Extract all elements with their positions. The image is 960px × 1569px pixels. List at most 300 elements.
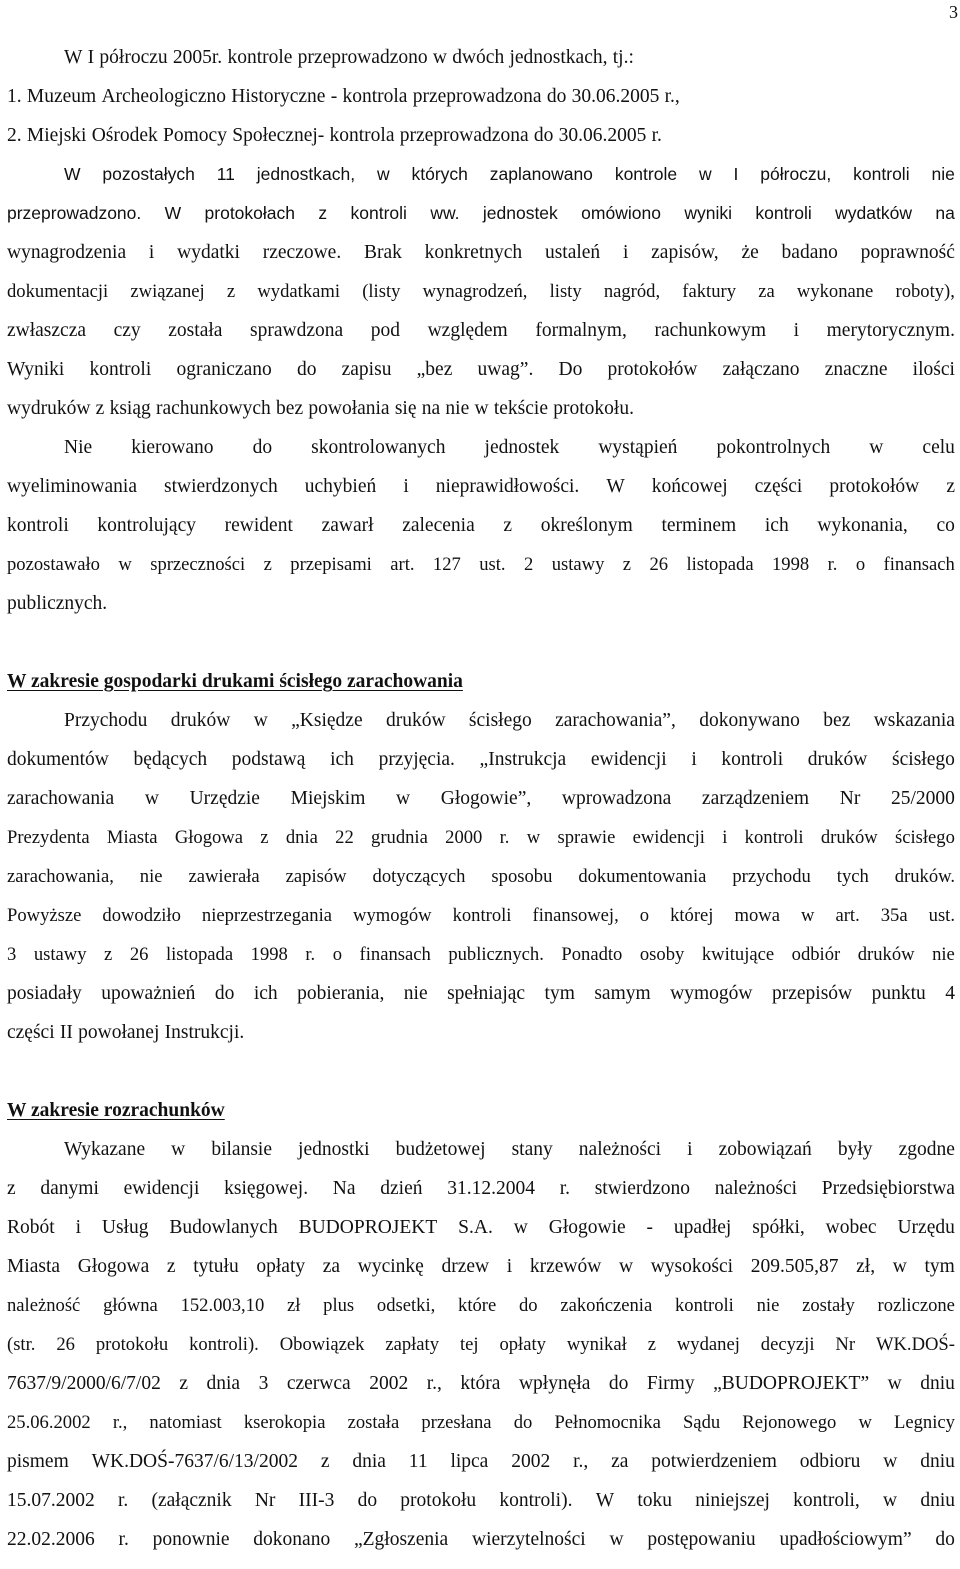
word: z xyxy=(622,554,632,575)
word: z xyxy=(320,1451,330,1472)
word: „Zgłoszenia xyxy=(353,1529,449,1550)
word: 2002 xyxy=(369,1373,409,1394)
word: pobierania, xyxy=(297,983,385,1004)
word: r. xyxy=(118,1529,129,1550)
text-line xyxy=(7,1442,955,1481)
word: z xyxy=(179,1373,188,1394)
word: przepisami xyxy=(290,554,372,575)
word: nie xyxy=(403,983,428,1004)
word: tych xyxy=(836,866,869,887)
text-line xyxy=(7,194,955,233)
text-line xyxy=(7,740,955,779)
word: dniu xyxy=(920,1490,955,1511)
word: pod xyxy=(370,320,400,341)
word: która xyxy=(460,1373,501,1394)
word: do xyxy=(214,983,235,1004)
text-line xyxy=(7,155,955,194)
word: Na xyxy=(332,1178,356,1199)
word: punktu xyxy=(871,983,926,1004)
word: toku xyxy=(637,1490,672,1511)
word: kontroli xyxy=(452,905,512,926)
word: do xyxy=(357,1490,378,1511)
word: niniejszej xyxy=(695,1490,770,1511)
word: kserokopia xyxy=(243,1412,326,1433)
word: wykonania, xyxy=(817,515,908,536)
word: 2005r. xyxy=(172,47,223,68)
word: merytorycznym. xyxy=(826,320,955,341)
word: pozostawało xyxy=(7,554,100,575)
word: Legnicy xyxy=(894,1412,955,1433)
word: na xyxy=(421,398,441,419)
word: Wykazane xyxy=(64,1139,146,1160)
word: uchybień xyxy=(304,476,377,497)
word: protokołów xyxy=(607,359,698,380)
word: Urzędzie xyxy=(189,788,260,809)
text-line xyxy=(7,896,955,935)
word: wydatkami xyxy=(257,281,340,302)
word: osoby xyxy=(639,944,685,965)
word: WK.DOŚ- xyxy=(875,1334,955,1355)
word: wynagrodzeń, xyxy=(422,281,528,302)
word: dnia xyxy=(206,1373,241,1394)
word: Przychodu xyxy=(64,710,148,731)
word: r., xyxy=(664,86,680,107)
word: 26 xyxy=(129,944,149,965)
word: wystąpień xyxy=(598,437,678,458)
word: w xyxy=(698,164,712,184)
word: będących xyxy=(133,749,208,770)
word: czerwca xyxy=(286,1373,351,1394)
word: wysokości xyxy=(650,1256,734,1277)
word: 2 xyxy=(523,554,534,575)
word: zarachowania xyxy=(7,788,115,809)
word: W xyxy=(64,164,81,184)
word: 31.12.2004 xyxy=(447,1178,535,1199)
word: grudnia xyxy=(371,827,428,848)
word: zwłaszcza xyxy=(7,320,87,341)
word: ust. xyxy=(479,554,506,575)
word: i xyxy=(148,242,155,263)
word: Miejskim xyxy=(290,788,366,809)
word: nie xyxy=(445,398,470,419)
word: protokołu xyxy=(400,1490,477,1511)
word: 26 xyxy=(56,1334,75,1355)
word: dnia xyxy=(285,827,318,848)
word: Pomocy xyxy=(163,125,227,146)
section-heading-gospodarka-drukami: W zakresie gospodarki drukami ścisłego zarachowania xyxy=(7,671,463,692)
text-line xyxy=(7,311,955,350)
word: które xyxy=(458,1295,497,1316)
word: r. xyxy=(117,1490,129,1511)
word: w xyxy=(883,1451,898,1472)
word: Miasta xyxy=(7,1256,61,1277)
word: Nr xyxy=(835,1334,856,1355)
word: i xyxy=(75,1217,81,1238)
word: 22 xyxy=(335,827,354,848)
text-line xyxy=(7,1247,955,1286)
word: przyjęcia. xyxy=(378,749,455,770)
word: budżetowej xyxy=(395,1139,486,1160)
word: r. xyxy=(559,1178,570,1199)
word: faktury xyxy=(682,281,736,302)
word: dokumentacji xyxy=(7,281,109,302)
text-line xyxy=(7,77,955,116)
word: druków xyxy=(807,749,868,770)
text-line xyxy=(7,1364,955,1403)
word: z xyxy=(166,1256,176,1277)
text-line xyxy=(7,1208,955,1247)
word: r. xyxy=(305,944,316,965)
word: kontroli xyxy=(89,359,152,380)
word: III-3 xyxy=(298,1490,335,1511)
word: ustawy xyxy=(551,554,605,575)
word: W xyxy=(606,476,625,497)
word: wynagrodzenia xyxy=(7,242,127,263)
word: nagród, xyxy=(603,281,661,302)
word: Firmy xyxy=(646,1373,695,1394)
word: konkretnych xyxy=(424,242,523,263)
word: do xyxy=(252,437,273,458)
word: 2002 xyxy=(511,1451,551,1472)
word: zarachowania, xyxy=(7,866,114,887)
word: dwóch xyxy=(452,47,505,68)
word: zapisów, xyxy=(651,242,719,263)
word: kontroli xyxy=(744,827,804,848)
word: w xyxy=(609,1529,624,1550)
document-body xyxy=(7,38,955,1559)
word: omówiono xyxy=(581,203,661,223)
text-line xyxy=(7,1403,955,1442)
word: „Księdze xyxy=(291,710,363,731)
word: kontroli xyxy=(755,203,812,223)
word: zapłaty xyxy=(385,1334,440,1355)
word: druków xyxy=(170,710,231,731)
word: 25/2000 xyxy=(890,788,955,809)
word: ksiąg xyxy=(109,398,151,419)
word: dokonano xyxy=(253,1529,331,1550)
word: w xyxy=(800,905,815,926)
word: druków xyxy=(820,827,878,848)
word: Przedsiębiorstwa xyxy=(821,1178,955,1199)
word: nieprzestrzegania xyxy=(201,905,332,926)
word: sposobu xyxy=(491,866,553,887)
word: z xyxy=(104,944,113,965)
word: z xyxy=(263,554,272,575)
word: Wyniki xyxy=(7,359,65,380)
word: przychodu xyxy=(732,866,811,887)
word: w xyxy=(618,1256,634,1277)
word: powołania xyxy=(308,398,390,419)
word: mowa xyxy=(734,905,780,926)
word: 1998 xyxy=(772,554,810,575)
word: związanej xyxy=(130,281,205,302)
word: należność xyxy=(7,1295,81,1316)
word: stwierdzono xyxy=(594,1178,691,1199)
word: - xyxy=(646,1217,654,1238)
word: 127 xyxy=(432,554,461,575)
text-line xyxy=(7,389,955,428)
word: do xyxy=(513,1412,533,1433)
word: r. xyxy=(651,125,662,146)
word: się xyxy=(394,398,417,419)
word: wyniki xyxy=(684,203,732,223)
text-line xyxy=(7,1520,955,1559)
text-line xyxy=(7,974,955,1013)
word: 26 xyxy=(649,554,669,575)
word: publicznych. xyxy=(448,944,544,965)
word: o xyxy=(855,554,866,575)
word: nie xyxy=(931,164,955,184)
word: rozliczone xyxy=(877,1295,955,1316)
word: zł xyxy=(286,1295,301,1316)
word: znaczne xyxy=(824,359,888,380)
word: dowodziło xyxy=(102,905,181,926)
word: określonym xyxy=(540,515,633,536)
text-line xyxy=(7,272,955,311)
word: wymogów xyxy=(353,905,432,926)
word: kontrole xyxy=(227,47,293,68)
word: do xyxy=(546,86,567,107)
word: Historyczne xyxy=(231,86,326,107)
word: finansach xyxy=(883,554,955,575)
word: w xyxy=(892,1256,907,1277)
text-line xyxy=(7,1325,955,1364)
word: Nr xyxy=(839,788,861,809)
text-line xyxy=(7,1013,955,1052)
word: ustaleń xyxy=(544,242,601,263)
word: plus xyxy=(323,1295,355,1316)
word: wydatki xyxy=(177,242,240,263)
word: Sądu xyxy=(682,1412,721,1433)
word: wymogów xyxy=(670,983,753,1004)
word: Muzeum xyxy=(26,86,97,107)
word: z xyxy=(318,203,328,223)
word: o xyxy=(332,944,343,965)
word: art. xyxy=(835,905,860,926)
word: (załącznik xyxy=(151,1490,232,1511)
word: r., xyxy=(426,1373,442,1394)
word: w xyxy=(526,827,541,848)
text-line xyxy=(7,350,955,389)
word: dzień xyxy=(380,1178,423,1199)
word: kontrole xyxy=(614,164,678,184)
word: tytułu xyxy=(193,1256,239,1277)
word: rewident xyxy=(224,515,293,536)
word: 22.02.2006 xyxy=(7,1529,95,1550)
word: r., xyxy=(112,1412,128,1433)
word: Ponadto xyxy=(561,944,623,965)
word: (str. xyxy=(7,1334,36,1355)
word: roboty), xyxy=(895,281,955,302)
word: Powyższe xyxy=(7,905,82,926)
word: dokonywano xyxy=(699,710,800,731)
text-line xyxy=(7,1286,955,1325)
text-line xyxy=(7,116,955,155)
word: r. xyxy=(827,554,838,575)
word: kontroli xyxy=(674,1295,734,1316)
text-block-3 xyxy=(7,1130,955,1559)
word: nie xyxy=(932,944,955,965)
word: 2000 xyxy=(445,827,483,848)
word: decyzji xyxy=(760,1334,815,1355)
word: I xyxy=(733,164,739,184)
word: kontroli). xyxy=(189,1334,259,1355)
word: kontrolujący xyxy=(97,515,196,536)
word: W xyxy=(164,203,182,223)
text-line xyxy=(7,467,955,506)
word: dokumentowania xyxy=(578,866,707,887)
word: przesłana xyxy=(421,1412,492,1433)
word: ścisłego xyxy=(468,710,532,731)
word: Rejonowego xyxy=(742,1412,837,1433)
word: z xyxy=(260,827,269,848)
text-line xyxy=(7,779,955,818)
word: 3 xyxy=(258,1373,269,1394)
word: została xyxy=(347,1412,400,1433)
word: 1. xyxy=(7,86,22,107)
word: sprawie xyxy=(557,827,616,848)
word: listopada xyxy=(686,554,754,575)
word: wpłynęła xyxy=(518,1373,591,1394)
word: 3 xyxy=(7,944,17,965)
word: postępowaniu xyxy=(647,1529,756,1550)
word: art. xyxy=(390,554,415,575)
word: za xyxy=(322,1256,341,1277)
word: „Instrukcja xyxy=(479,749,567,770)
word: i xyxy=(793,320,800,341)
word: na xyxy=(935,203,955,223)
word: opłaty xyxy=(256,1256,306,1277)
word: tj.: xyxy=(612,47,634,68)
word: finansach xyxy=(359,944,431,965)
word: ewidencji xyxy=(590,749,667,770)
word: rachunkowych xyxy=(156,398,271,419)
word: Urzędu xyxy=(897,1217,955,1238)
word: o xyxy=(639,905,650,926)
word: dniu xyxy=(920,1373,955,1394)
word: Robót xyxy=(7,1217,55,1238)
word: były xyxy=(837,1139,873,1160)
word: ich xyxy=(253,983,278,1004)
word: tym xyxy=(544,983,575,1004)
word: półroczu, xyxy=(760,164,832,184)
word: której xyxy=(670,905,714,926)
word: samym xyxy=(594,983,651,1004)
word: upadłościowym” xyxy=(779,1529,912,1550)
word: II xyxy=(59,1022,73,1043)
word: jednostek xyxy=(484,437,560,458)
word: końcowej xyxy=(651,476,728,497)
word: Miasta xyxy=(106,827,158,848)
word: „bez xyxy=(416,359,453,380)
word: Usług xyxy=(101,1217,149,1238)
word: stany xyxy=(511,1139,553,1160)
word: 35a xyxy=(880,905,908,926)
word: wskazania xyxy=(873,710,955,731)
word: 152.003,10 xyxy=(180,1295,265,1316)
word: spełniając xyxy=(447,983,526,1004)
word: ustawy xyxy=(33,944,87,965)
word: druków xyxy=(857,944,915,965)
word: ewidencji xyxy=(632,827,705,848)
word: wydanej xyxy=(676,1334,740,1355)
word: wyeliminowania xyxy=(7,476,137,497)
word: wydatków xyxy=(835,203,912,223)
word: nieprawidłowości. xyxy=(435,476,580,497)
word: części xyxy=(7,1022,55,1043)
word: Brak xyxy=(363,242,402,263)
word: w xyxy=(883,1490,898,1511)
word: protokołu xyxy=(95,1334,169,1355)
word: protokołach xyxy=(204,203,296,223)
word: 4 xyxy=(945,983,955,1004)
word: W xyxy=(64,47,83,68)
text-line xyxy=(7,584,955,623)
word: odbiór xyxy=(791,944,841,965)
word: 30.06.2005 xyxy=(558,125,647,146)
word: terminem xyxy=(661,515,737,536)
word: badano xyxy=(781,242,838,263)
text-line xyxy=(7,1169,955,1208)
text-line xyxy=(7,545,955,584)
word: pismem xyxy=(7,1451,69,1472)
word: w xyxy=(474,398,489,419)
word: 11 xyxy=(408,1451,428,1472)
word: została xyxy=(168,320,223,341)
text-line xyxy=(7,506,955,545)
word: kontroli xyxy=(350,203,407,223)
word: półroczu xyxy=(99,47,168,68)
word: pozostałych xyxy=(102,164,195,184)
word: nie xyxy=(756,1295,780,1316)
word: i xyxy=(506,1256,513,1277)
word: księgowej. xyxy=(224,1178,309,1199)
word: zakończenia xyxy=(560,1295,653,1316)
word: (listy xyxy=(362,281,401,302)
word: zapisu xyxy=(341,359,392,380)
word: w xyxy=(432,47,447,68)
word: tej xyxy=(459,1334,479,1355)
word: upoważnień xyxy=(101,983,196,1004)
word: Głogowa xyxy=(77,1256,150,1277)
word: kontroli). xyxy=(499,1490,573,1511)
word: 2. xyxy=(7,125,22,146)
word: zł, xyxy=(856,1256,876,1277)
word: sprawdzona xyxy=(250,320,344,341)
word: poprawność xyxy=(860,242,955,263)
word: do xyxy=(533,125,554,146)
word: krzewów xyxy=(529,1256,602,1277)
text-line xyxy=(7,233,955,272)
word: upadłej xyxy=(673,1217,732,1238)
word: lipca xyxy=(450,1451,489,1472)
word: wynikał xyxy=(566,1334,627,1355)
word: wykonane xyxy=(796,281,874,302)
word: r. xyxy=(499,827,510,848)
text-line xyxy=(7,701,955,740)
word: Społecznej- xyxy=(232,125,325,146)
word: kontrola xyxy=(342,86,408,107)
word: do xyxy=(935,1529,955,1550)
word: W xyxy=(595,1490,615,1511)
word: odbioru xyxy=(799,1451,861,1472)
word: dniu xyxy=(920,1451,955,1472)
word: 1998 xyxy=(250,944,288,965)
word: „BUDOPROJEKT” xyxy=(713,1373,870,1394)
word: Do xyxy=(558,359,583,380)
word: Miejski xyxy=(26,125,87,146)
word: za xyxy=(758,281,775,302)
